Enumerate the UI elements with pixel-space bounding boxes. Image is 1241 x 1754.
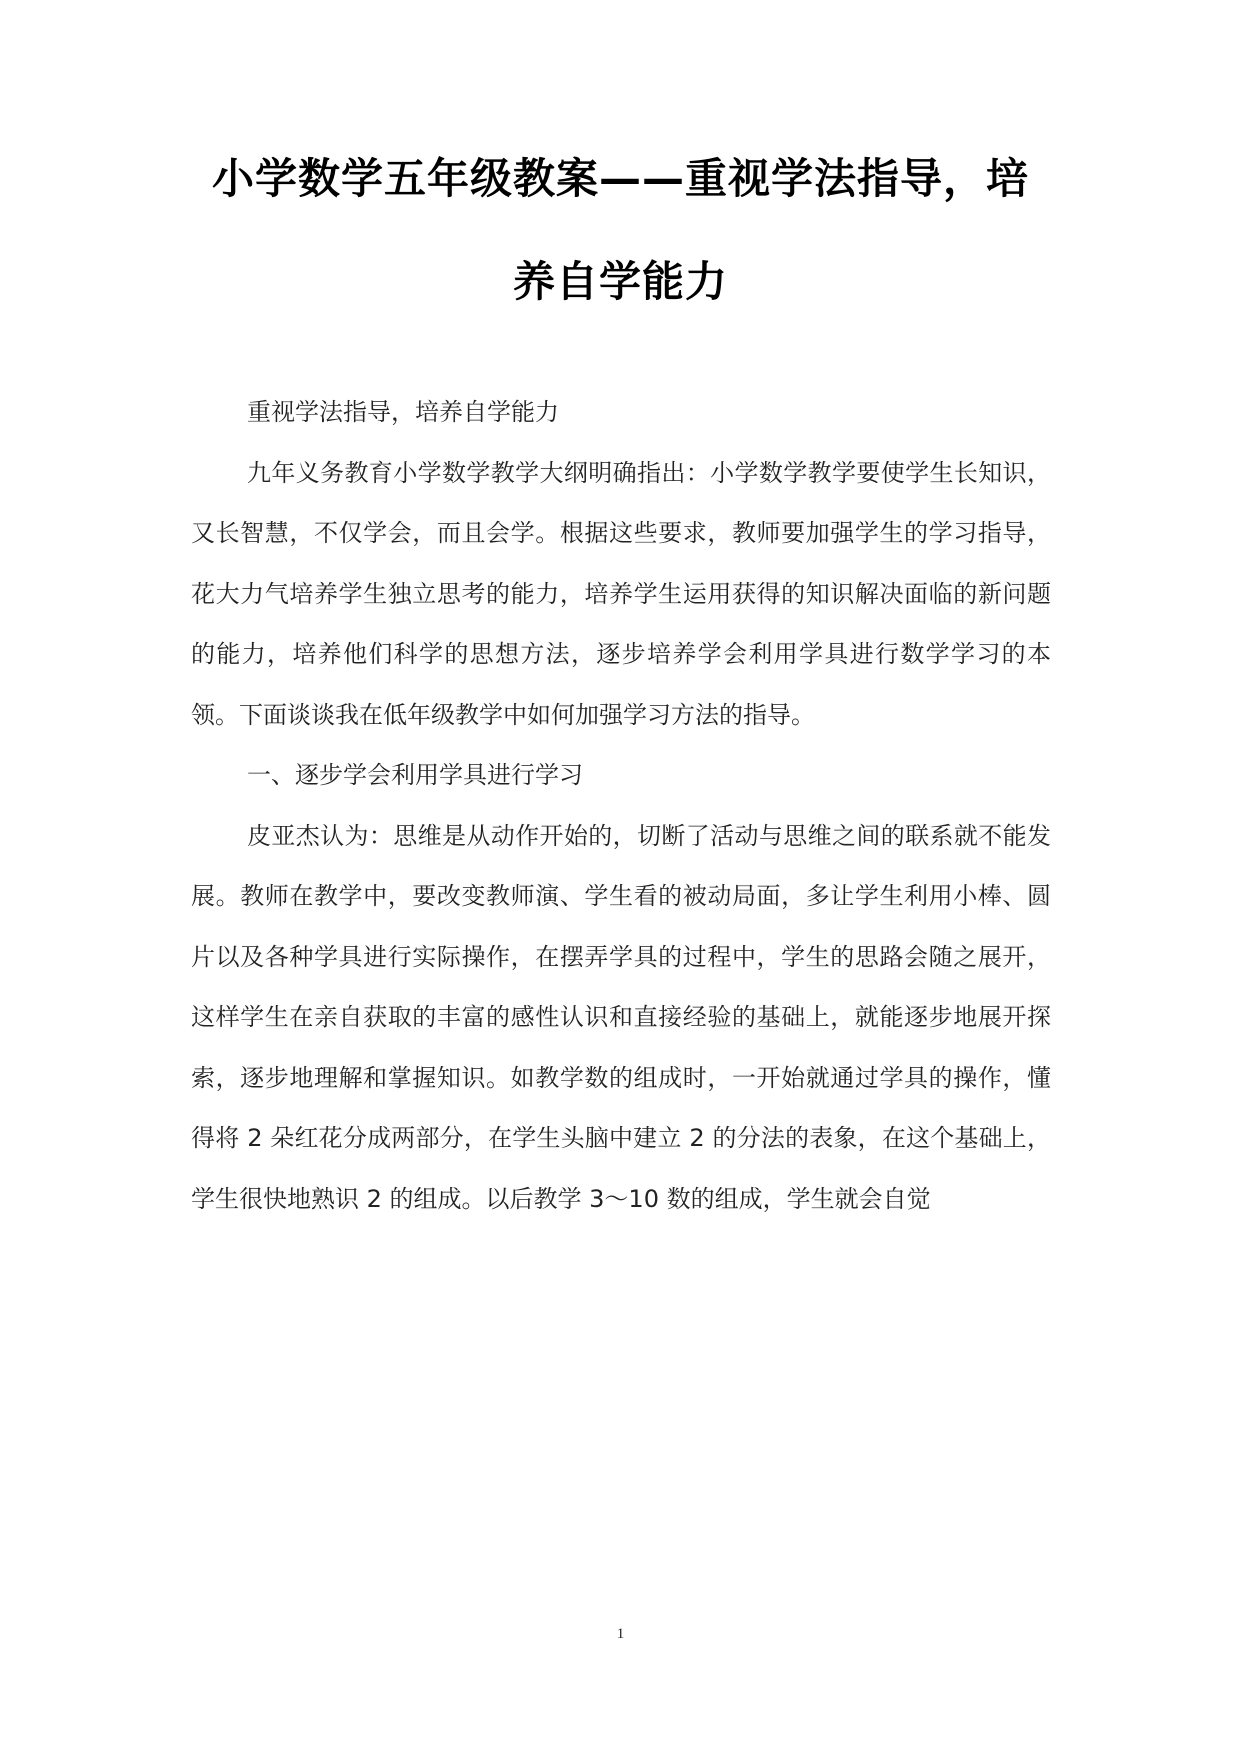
section-heading: 重视学法指导，培养自学能力 <box>247 398 559 426</box>
section-heading: 一、逐步学会利用学具进行学习 <box>247 761 583 789</box>
page-number: 1 <box>616 1626 625 1642</box>
document-body <box>191 382 1051 1229</box>
body-paragraph: 九年义务教育小学数学教学大纲明确指出：小学数学教学要使学生长知识，又长智慧，不仅学会，而且会学。根据这些要求，教师要加强学生的学习指导，花大力气培养学生独立思考的能力，培养学生运用获得的知识解决面临的新问题的能力，培养他们科学的思想方法，逐步培养学会利用学具进行数学学习的本领。下面谈谈我在低年级教学中如何加强学习方法的指导。 <box>191 458 1051 729</box>
document-title-line-1: 小学数学五年级教案——重视学法指导，培 <box>211 154 1029 203</box>
document-title-line-2: 养自学能力 <box>512 257 728 306</box>
body-paragraph: 皮亚杰认为：思维是从动作开始的，切断了活动与思维之间的联系就不能发展。教师在教学中，要改变教师演、学生看的被动局面，多让学生利用小棒、圆片以及各种学具进行实际操作，在摆弄学具的过程中，学生的思路会随之展开，这样学生在亲自获取的丰富的感性认识和直接经验的基础上，就能逐步地展开探索，逐步地理解和掌握知识。如教学数的组成时，一开始就通过学具的操作，懂得将 2 朵红花分成两部分，在学生头脑中建立 2 的分法的表象，在这个基础上，学生很快地熟识 2 的组成。以后教学 3～10 数的组成，学生就会自觉 <box>191 821 1051 1213</box>
